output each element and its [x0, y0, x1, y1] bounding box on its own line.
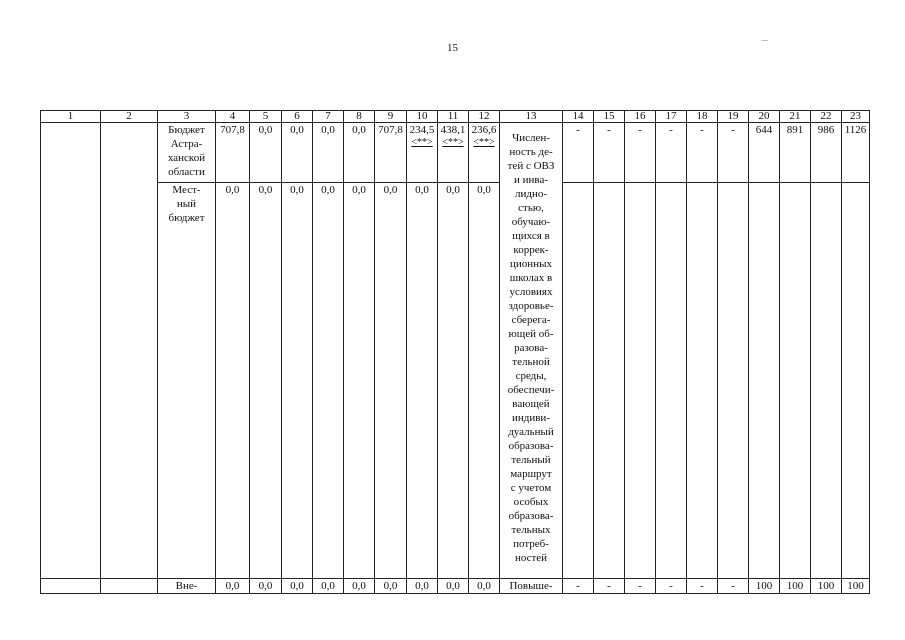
target-cell: - [625, 579, 656, 594]
table-row-local [41, 183, 870, 579]
budget-table [40, 110, 870, 594]
indicator-line: тельных [511, 524, 551, 536]
source-line: Мест- [172, 184, 201, 196]
value-cell: 0,0 [313, 579, 344, 594]
funding-source-cell [158, 123, 216, 183]
value-cell: 0,0 [375, 183, 407, 579]
empty-cell [718, 183, 749, 579]
header-cell: 21 [780, 111, 811, 123]
value-cell: 0,0 [313, 183, 344, 579]
page-number: 15 [447, 42, 458, 54]
indicator-line: ность де- [509, 146, 553, 158]
indicator-line: ющей об- [508, 328, 554, 340]
indicator-line: тей с ОВЗ [507, 160, 555, 172]
target-cell: - [625, 123, 656, 183]
funding-source-cell: Вне- [158, 579, 216, 594]
value-cell: 707,8 [216, 123, 250, 183]
indicator-line: тельной [512, 356, 550, 368]
header-cell: 20 [749, 111, 780, 123]
note-mark: <**> [411, 137, 433, 148]
indicator-line: щихся в [512, 230, 550, 242]
col2-cell [101, 579, 158, 594]
target-cell: - [563, 123, 594, 183]
value-cell: 0,0 [313, 123, 344, 183]
target-cell: - [687, 579, 718, 594]
indicator-line: школах в [509, 272, 553, 284]
indicator-line: здоровье- [508, 300, 554, 312]
indicator-line: обеспечи- [507, 384, 555, 396]
value-cell: 707,8 [375, 123, 407, 183]
source-line: ный [176, 198, 197, 210]
empty-cell [811, 183, 842, 579]
header-cell: 18 [687, 111, 718, 123]
value-cell: 0,0 [344, 183, 375, 579]
header-cell: 13 [500, 111, 563, 123]
empty-cell [842, 183, 870, 579]
header-cell: 7 [313, 111, 344, 123]
indicator-line: коррек- [513, 244, 549, 256]
value-cell: 0,0 [282, 183, 313, 579]
indicator-line: маршрут [510, 468, 552, 480]
value-cell [438, 123, 469, 183]
target-cell: - [594, 123, 625, 183]
indicator-cell [500, 123, 563, 579]
indicator-line: образова- [508, 440, 554, 452]
indicator-line: индиви- [511, 412, 550, 424]
target-cell: 644 [749, 123, 780, 183]
value-cell: 0,0 [282, 579, 313, 594]
header-cell: 12 [469, 111, 500, 123]
target-cell: - [656, 123, 687, 183]
value-cell: 0,0 [375, 579, 407, 594]
value-cell: 0,0 [344, 579, 375, 594]
target-cell: - [656, 579, 687, 594]
source-line: Астра- [170, 138, 203, 150]
source-line: Бюджет [168, 124, 205, 136]
header-cell: 19 [718, 111, 749, 123]
target-cell: 1126 [842, 123, 870, 183]
value-text: 438,1 [440, 124, 466, 136]
indicator-line: ционных [510, 258, 552, 270]
header-cell: 3 [158, 111, 216, 123]
value-cell: 0,0 [250, 123, 282, 183]
indicator-line: дуальный [508, 426, 554, 438]
header-cell: 22 [811, 111, 842, 123]
value-cell: 0,0 [250, 579, 282, 594]
value-cell: 0,0 [344, 123, 375, 183]
indicator-line: условиях [509, 286, 553, 298]
indicator-line: образова- [508, 510, 554, 522]
source-line: бюджет [168, 212, 205, 224]
indicator-line: особых [513, 496, 549, 508]
value-cell: 0,0 [250, 183, 282, 579]
indicator-line: разова- [514, 342, 548, 354]
indicator-line: лидно- [514, 188, 548, 200]
value-cell: 0,0 [469, 579, 500, 594]
indicator-line: вающей [512, 398, 550, 410]
target-cell: - [563, 579, 594, 594]
indicator-line: и инва- [513, 174, 548, 186]
empty-cell [656, 183, 687, 579]
empty-cell [780, 183, 811, 579]
indicator-line: тельный [511, 454, 551, 466]
value-cell: 0,0 [438, 183, 469, 579]
value-cell: 0,0 [407, 183, 438, 579]
indicator-line: потреб- [513, 538, 549, 550]
value-cell: 0,0 [407, 579, 438, 594]
target-cell: - [594, 579, 625, 594]
empty-cell [749, 183, 780, 579]
header-cell: 16 [625, 111, 656, 123]
table-row-regional [41, 123, 870, 183]
target-cell: 100 [749, 579, 780, 594]
indicator-cell: Повыше- [500, 579, 563, 594]
header-cell: 5 [250, 111, 282, 123]
value-cell: 0,0 [469, 183, 500, 579]
header-cell: 14 [563, 111, 594, 123]
value-cell: 0,0 [282, 123, 313, 183]
empty-cell [625, 183, 656, 579]
col1-cell [41, 579, 101, 594]
header-row [41, 111, 870, 123]
target-cell: 986 [811, 123, 842, 183]
empty-cell [687, 183, 718, 579]
header-cell: 9 [375, 111, 407, 123]
table-row-extrabudget [41, 579, 870, 594]
target-cell: 100 [780, 579, 811, 594]
indicator-line: с учетом [510, 482, 552, 494]
value-cell [407, 123, 438, 183]
source-line: области [168, 166, 205, 178]
header-cell: 11 [438, 111, 469, 123]
indicator-line: Числен- [512, 132, 550, 144]
funding-source-cell [158, 183, 216, 579]
empty-cell [594, 183, 625, 579]
value-text: 234,5 [409, 124, 435, 136]
header-cell: 4 [216, 111, 250, 123]
header-cell: 23 [842, 111, 870, 123]
header-cell: 8 [344, 111, 375, 123]
indicator-line: обучаю- [511, 216, 551, 228]
value-cell: 0,0 [216, 183, 250, 579]
note-mark: <**> [473, 137, 495, 148]
header-cell: 6 [282, 111, 313, 123]
header-cell: 10 [407, 111, 438, 123]
value-text: 236,6 [471, 124, 497, 136]
target-cell: 891 [780, 123, 811, 183]
value-cell: 0,0 [216, 579, 250, 594]
header-cell: 2 [101, 111, 158, 123]
indicator-line: ностей [514, 552, 548, 564]
target-cell: 100 [842, 579, 870, 594]
indicator-line: стью, [518, 202, 544, 214]
header-cell: 1 [41, 111, 101, 123]
value-cell [469, 123, 500, 183]
header-cell: 15 [594, 111, 625, 123]
indicator-line: сберега- [511, 314, 551, 326]
header-cell: 17 [656, 111, 687, 123]
note-mark: <**> [442, 137, 464, 148]
target-cell: 100 [811, 579, 842, 594]
source-line: ханской [167, 152, 206, 164]
empty-cell [563, 183, 594, 579]
scan-mark [762, 40, 768, 41]
col2-cell [101, 123, 158, 579]
target-cell: - [718, 123, 749, 183]
target-cell: - [687, 123, 718, 183]
indicator-line: среды, [515, 370, 547, 382]
col1-cell [41, 123, 101, 579]
target-cell: - [718, 579, 749, 594]
value-cell: 0,0 [438, 579, 469, 594]
